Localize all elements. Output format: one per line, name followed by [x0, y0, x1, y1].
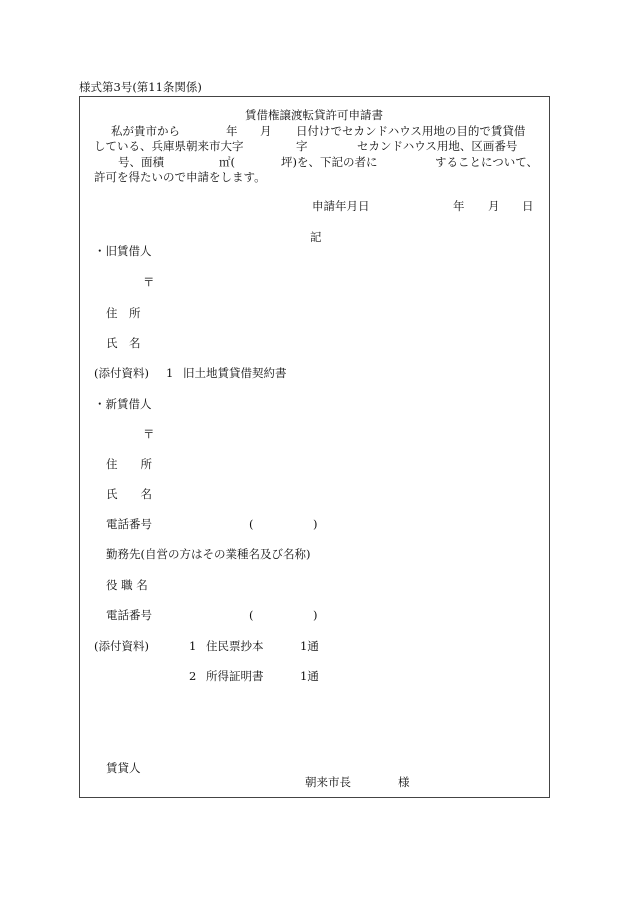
new-lessee-phone-paren-close: )	[313, 517, 318, 531]
intro-line2-c: セカンドハウス用地、区画番号	[357, 139, 518, 153]
new-lessee-attachment2-count: 1通	[300, 669, 319, 683]
new-lessee-attachment2-number: 2	[189, 669, 197, 683]
application-date-label: 申請年月日	[312, 199, 370, 213]
intro-line1-c: 月	[260, 124, 272, 138]
intro-line3-c: 坪)を、下記の者に	[281, 155, 378, 169]
addressee-name: 朝来市長	[305, 775, 351, 789]
intro-line4: 許可を得たいので申請をします。	[94, 170, 266, 184]
new-lessee-employer-label: 勤務先(自営の方はその業種名及び名称)	[106, 547, 311, 561]
new-lessee-postal-mark: 〒	[143, 427, 155, 441]
intro-line3-b: ㎡(	[219, 155, 235, 169]
new-lessee-attachment1-count: 1通	[300, 639, 319, 653]
new-lessee-heading: ・新賃借人	[94, 397, 152, 411]
intro-line1-d: 日付けでセカンドハウス用地の目的で賃貸借	[296, 124, 526, 138]
old-lessee-address-label: 住 所	[106, 306, 141, 320]
intro-line3-d: することについて、	[435, 155, 539, 169]
intro-line3-a: 号、面積	[118, 155, 164, 169]
new-lessee-phone2-label: 電話番号	[106, 608, 152, 622]
old-lessee-name-label: 氏 名	[106, 336, 141, 350]
addressee-honorific: 様	[398, 775, 410, 789]
old-lessee-heading: ・旧賃借人	[94, 244, 152, 258]
new-lessee-phone2-paren-open: (	[249, 608, 254, 622]
new-lessee-name-label: 氏 名	[106, 487, 152, 501]
new-lessee-phone-label: 電話番号	[106, 517, 152, 531]
lessor-label: 賃貸人	[106, 761, 141, 775]
ki-heading: 記	[310, 230, 322, 244]
intro-line1-b: 年	[226, 124, 238, 138]
new-lessee-attachment2-document: 所得証明書	[206, 669, 264, 683]
form-number-label: 様式第3号(第11条関係)	[79, 80, 202, 94]
new-lessee-position-label: 役 職 名	[106, 578, 148, 592]
new-lessee-attachment1-number: 1	[189, 639, 197, 653]
new-lessee-attachment-label: (添付資料)	[94, 639, 149, 653]
new-lessee-phone2-paren-close: )	[313, 608, 318, 622]
old-lessee-attachment-number: 1	[166, 366, 174, 380]
application-date-year: 年	[453, 199, 465, 213]
new-lessee-address-label: 住 所	[106, 457, 152, 471]
old-lessee-attachment-document: 旧土地賃貸借契約書	[183, 366, 287, 380]
intro-line1-a: 私が貴市から	[111, 124, 180, 138]
application-date-month: 月	[488, 199, 500, 213]
application-date-day: 日	[522, 199, 534, 213]
old-lessee-postal-mark: 〒	[143, 275, 155, 289]
new-lessee-attachment1-document: 住民票抄本	[206, 639, 264, 653]
document-title: 賃借権譲渡転貸許可申請書	[245, 108, 383, 122]
new-lessee-phone-paren-open: (	[249, 517, 254, 531]
old-lessee-attachment-label: (添付資料)	[94, 366, 149, 380]
intro-line2-a: している、兵庫県朝来市大字	[94, 139, 244, 153]
intro-line2-b: 字	[296, 139, 308, 153]
